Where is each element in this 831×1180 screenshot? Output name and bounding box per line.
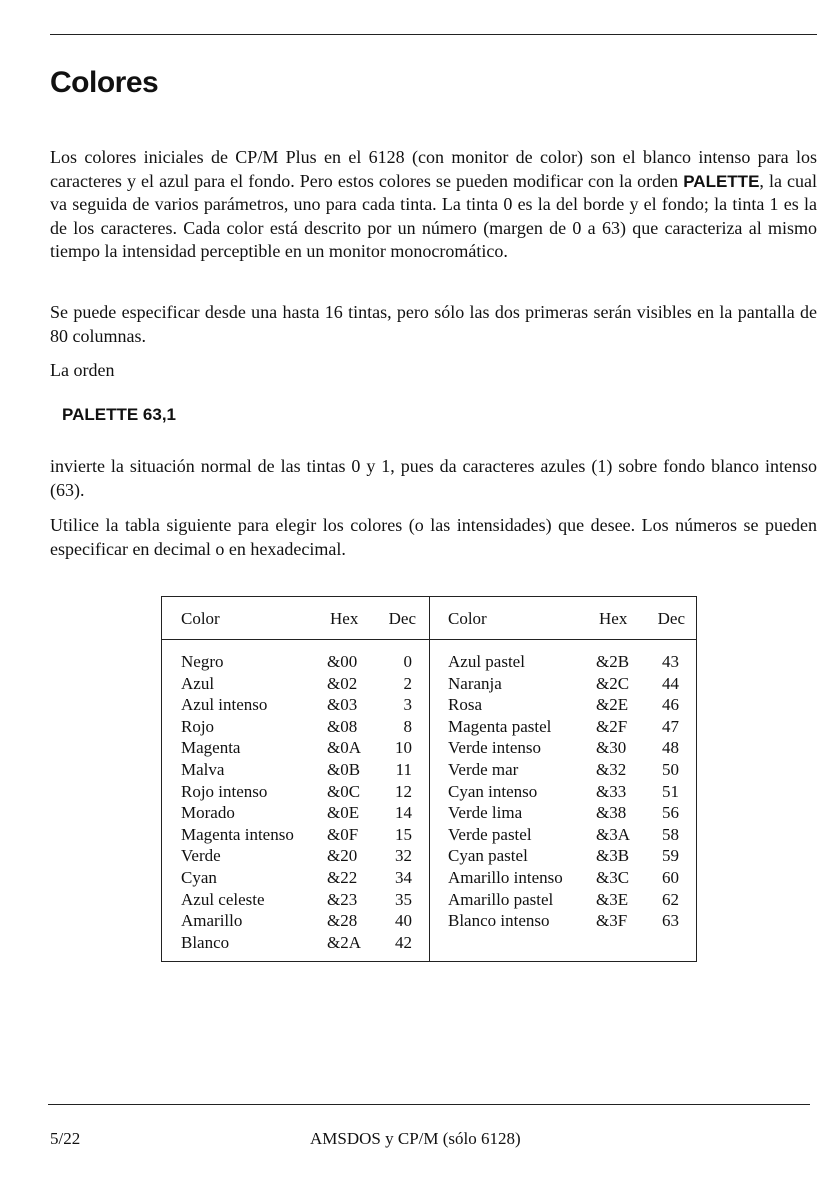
color-dec-cell: 62 xyxy=(662,889,679,909)
color-dec-cell: 51 xyxy=(662,781,679,801)
color-hex-cell: &33 xyxy=(596,781,627,801)
color-name-cell: Morado xyxy=(181,803,235,823)
color-name-cell: Verde xyxy=(181,846,221,866)
color-dec-cell: 63 xyxy=(662,911,679,931)
inline-command-palette: PALETTE xyxy=(683,171,760,191)
color-dec-cell: 44 xyxy=(662,673,679,693)
footer-section-title: AMSDOS y CP/M (sólo 6128) xyxy=(310,1129,521,1148)
color-name-cell: Amarillo intenso xyxy=(448,868,563,887)
inks-paragraph: Se puede especificar desde una hasta 16 tintas, pero sólo las dos primeras serán visibles en la pantalla de 80 columnas. xyxy=(50,302,817,346)
order-intro: La orden xyxy=(50,360,115,380)
color-dec-cell: 12 xyxy=(395,781,412,801)
color-dec-cell: 10 xyxy=(395,738,412,758)
color-dec-cell: 60 xyxy=(662,868,679,887)
color-name-cell: Verde mar xyxy=(448,760,519,779)
color-dec-cell: 42 xyxy=(395,932,412,952)
color-hex-cell: &02 xyxy=(327,673,358,693)
header-color-right: Color xyxy=(448,609,487,628)
table-header-rule xyxy=(162,639,696,640)
color-hex-cell: &0E xyxy=(327,803,360,823)
color-hex-cell: &3E xyxy=(596,889,629,909)
intro-text-a: Los colores iniciales de CP/M Plus en el 6128 (con monitor de color) son el blanco intenso para los caracteres y el azul para el fondo. Pero estos colores se pueden modificar con la orden xyxy=(50,147,817,191)
color-hex-cell: &30 xyxy=(596,738,627,758)
color-hex-cell: &00 xyxy=(327,652,358,671)
color-name-cell: Azul xyxy=(181,673,215,693)
header-dec-right: Dec xyxy=(657,609,685,628)
color-dec-cell: 0 xyxy=(403,652,412,671)
color-name-cell: Verde lima xyxy=(448,803,523,823)
intro-text-b: , la cual va seguida de varios parámetros, uno para cada tinta. La tinta 0 es la del borde y el fondo; la tinta 1 es la de los caracteres. Cada color está descrito por un número (margen de 0 a 63) que caracteriza al mismo tiempo la intensidad perceptible en un monitor monocromático. xyxy=(50,170,817,261)
color-hex-cell: &3C xyxy=(596,868,630,887)
color-dec-cell: 8 xyxy=(403,716,412,736)
invert-paragraph: invierte la situación normal de las tintas 0 y 1, pues da caracteres azules (1) sobre fondo blanco intenso (63). xyxy=(50,456,817,500)
color-dec-cell: 2 xyxy=(403,673,412,693)
color-hex-cell: &2B xyxy=(596,652,630,671)
color-dec-cell: 50 xyxy=(662,760,679,779)
color-dec-cell: 43 xyxy=(662,652,679,671)
command-example: PALETTE 63,1 xyxy=(62,405,176,424)
top-rule xyxy=(50,34,817,35)
color-name-cell: Magenta intenso xyxy=(181,824,294,844)
color-dec-cell: 59 xyxy=(662,846,679,866)
color-name-cell: Malva xyxy=(181,760,225,779)
color-hex-cell: &0F xyxy=(327,824,359,844)
color-dec-cell: 46 xyxy=(662,695,679,715)
color-hex-cell: &20 xyxy=(327,846,358,866)
color-dec-cell: 40 xyxy=(395,911,412,931)
color-name-cell: Amarillo xyxy=(181,911,243,931)
page-title: Colores xyxy=(50,66,159,99)
color-name-cell: Rojo xyxy=(181,716,215,736)
color-dec-cell: 47 xyxy=(662,716,679,736)
color-name-cell: Amarillo pastel xyxy=(448,889,554,909)
color-hex-cell: &3A xyxy=(596,824,630,844)
color-name-cell: Verde intenso xyxy=(448,738,542,758)
color-name-cell: Negro xyxy=(181,652,224,671)
color-dec-cell: 56 xyxy=(662,803,679,823)
table-column-divider xyxy=(429,597,430,961)
color-hex-cell: &38 xyxy=(596,803,627,823)
color-name-cell: Cyan pastel xyxy=(448,846,528,866)
color-dec-cell: 14 xyxy=(395,803,412,823)
header-color-left: Color xyxy=(181,609,220,628)
color-hex-cell: &22 xyxy=(327,868,358,887)
color-name-cell: Verde pastel xyxy=(448,824,532,844)
color-hex-cell: &08 xyxy=(327,716,358,736)
header-hex-right: Hex xyxy=(599,609,628,628)
color-hex-cell: &0A xyxy=(327,738,361,758)
color-hex-cell: &28 xyxy=(327,911,358,931)
color-table xyxy=(161,596,697,962)
color-dec-cell: 35 xyxy=(395,889,412,909)
color-name-cell: Magenta xyxy=(181,738,241,758)
color-dec-cell: 3 xyxy=(403,695,412,715)
color-dec-cell: 15 xyxy=(395,824,412,844)
color-name-cell: Rosa xyxy=(448,695,482,715)
color-name-cell: Rojo intenso xyxy=(181,781,268,801)
color-name-cell: Blanco intenso xyxy=(448,911,550,931)
color-dec-cell: 58 xyxy=(662,824,679,844)
page-number: 5/22 xyxy=(50,1129,81,1148)
color-name-cell: Blanco xyxy=(181,932,230,952)
color-dec-cell: 34 xyxy=(395,868,412,887)
color-hex-cell: &2C xyxy=(596,673,630,693)
table-intro-paragraph: Utilice la tabla siguiente para elegir los colores (o las intensidades) que desee. Los números se pueden especificar en decimal o en hexadecimal. xyxy=(50,515,817,559)
color-hex-cell: &32 xyxy=(596,760,627,779)
color-hex-cell: &0B xyxy=(327,760,361,779)
color-hex-cell: &2F xyxy=(596,716,628,736)
color-dec-cell: 11 xyxy=(395,760,412,779)
color-hex-cell: &03 xyxy=(327,695,358,715)
color-dec-cell: 48 xyxy=(662,738,679,758)
color-name-cell: Azul pastel xyxy=(448,652,525,671)
color-hex-cell: &3F xyxy=(596,911,628,931)
bottom-rule xyxy=(48,1104,810,1105)
color-hex-cell: &3B xyxy=(596,846,630,866)
intro-paragraph xyxy=(50,146,817,264)
header-dec-left: Dec xyxy=(388,609,416,628)
header-hex-left: Hex xyxy=(330,609,359,628)
color-hex-cell: &0C xyxy=(327,781,361,801)
color-name-cell: Azul intenso xyxy=(181,695,268,715)
color-hex-cell: &2E xyxy=(596,695,629,715)
color-name-cell: Cyan intenso xyxy=(448,781,538,801)
color-hex-cell: &23 xyxy=(327,889,358,909)
color-name-cell: Azul celeste xyxy=(181,889,265,909)
color-dec-cell: 32 xyxy=(395,846,412,866)
color-name-cell: Naranja xyxy=(448,673,502,693)
color-name-cell: Cyan xyxy=(181,868,217,887)
color-hex-cell: &2A xyxy=(327,932,361,952)
color-name-cell: Magenta pastel xyxy=(448,716,552,736)
